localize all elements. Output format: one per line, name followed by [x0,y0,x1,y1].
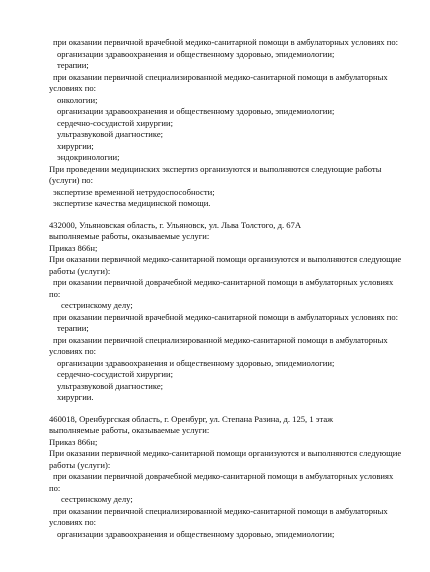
text-line: 432000, Ульяновская область, г. Ульяновск, ул. Льва Толстого, д. 67А [49,219,302,230]
text-line: сестринскому делу; [61,494,133,504]
text-line: при оказании первичной специализированной медико-санитарной помощи в амбулаторных [53,505,388,516]
text-line: при оказании первичной врачебной медико-санитарной помощи в амбулаторных условиях по: [53,311,399,322]
text-line: работы (услуги): [49,459,111,470]
section-spacer [49,404,410,414]
text-line: экспертизе временной нетрудоспособности; [53,186,215,197]
text-line: при оказании первичной врачебной медико-санитарной помощи в амбулаторных условиях по: [53,37,399,47]
text-line: терапии; [57,60,89,70]
text-line: ультразвуковой диагностике; [57,129,164,139]
text-line: При проведении медицинских экспертиз организуются и выполняются следующие работы [49,163,382,174]
document-section [49,220,410,404]
document-section [49,414,410,541]
text-line: организации здравоохранения и общественному здоровью, эпидемиологии; [57,48,335,59]
text-line: 460018, Оренбургская область, г. Оренбург, ул. Степана Разина, д. 125, 1 этаж [49,413,334,424]
text-line: Приказ 866н; [49,242,98,253]
text-line: при оказании первичной доврачебной медико-санитарной помощи в амбулаторных условиях [53,277,394,287]
text-line: сердечно-сосудистой хирургии; [57,117,174,128]
text-line: организации здравоохранения и общественному здоровью, эпидемиологии; [57,357,335,368]
text-line: условиях по: [49,517,97,527]
text-line: сердечно-сосудистой хирургии; [57,369,174,379]
text-line: работы (услуги): [49,265,111,276]
section-spacer [49,210,410,220]
text-line: организации здравоохранения и общественному здоровью, эпидемиологии; [57,528,335,539]
text-line: условиях по: [49,346,97,356]
text-line: выполняемые работы, оказываемые услуги: [49,231,210,241]
text-line: выполняемые работы, оказываемые услуги: [49,425,210,435]
text-line: При оказании первичной медико-санитарной помощи организуются и выполняются следующие [49,448,402,458]
text-line: хирургии. [57,392,94,402]
text-line: Приказ 866н; [49,436,98,447]
text-line: при оказании первичной специализированной медико-санитарной помощи в амбулаторных [53,334,388,345]
text-line: (услуги) по: [49,175,93,185]
text-line: эндокринологии; [57,152,120,162]
text-line: При оказании первичной медико-санитарной помощи организуются и выполняются следующие [49,254,402,264]
text-line: сестринскому делу; [61,300,133,310]
document-body [49,37,410,540]
text-line: терапии; [57,323,89,333]
text-line: организации здравоохранения и общественному здоровью, эпидемиологии; [57,106,335,116]
text-line: хирургии; [57,140,94,151]
document-section [49,37,410,210]
text-line: при оказании первичной доврачебной медико-санитарной помощи в амбулаторных условиях [53,471,394,481]
text-line: по: [49,288,61,299]
text-line: онкологии; [57,94,98,105]
text-line: экспертизе качества медицинской помощи. [53,198,211,208]
text-line: условиях по: [49,83,97,93]
text-line: при оказании первичной специализированной медико-санитарной помощи в амбулаторных [53,71,388,82]
text-line: ультразвуковой диагностике; [57,380,164,391]
text-line: по: [49,482,61,493]
